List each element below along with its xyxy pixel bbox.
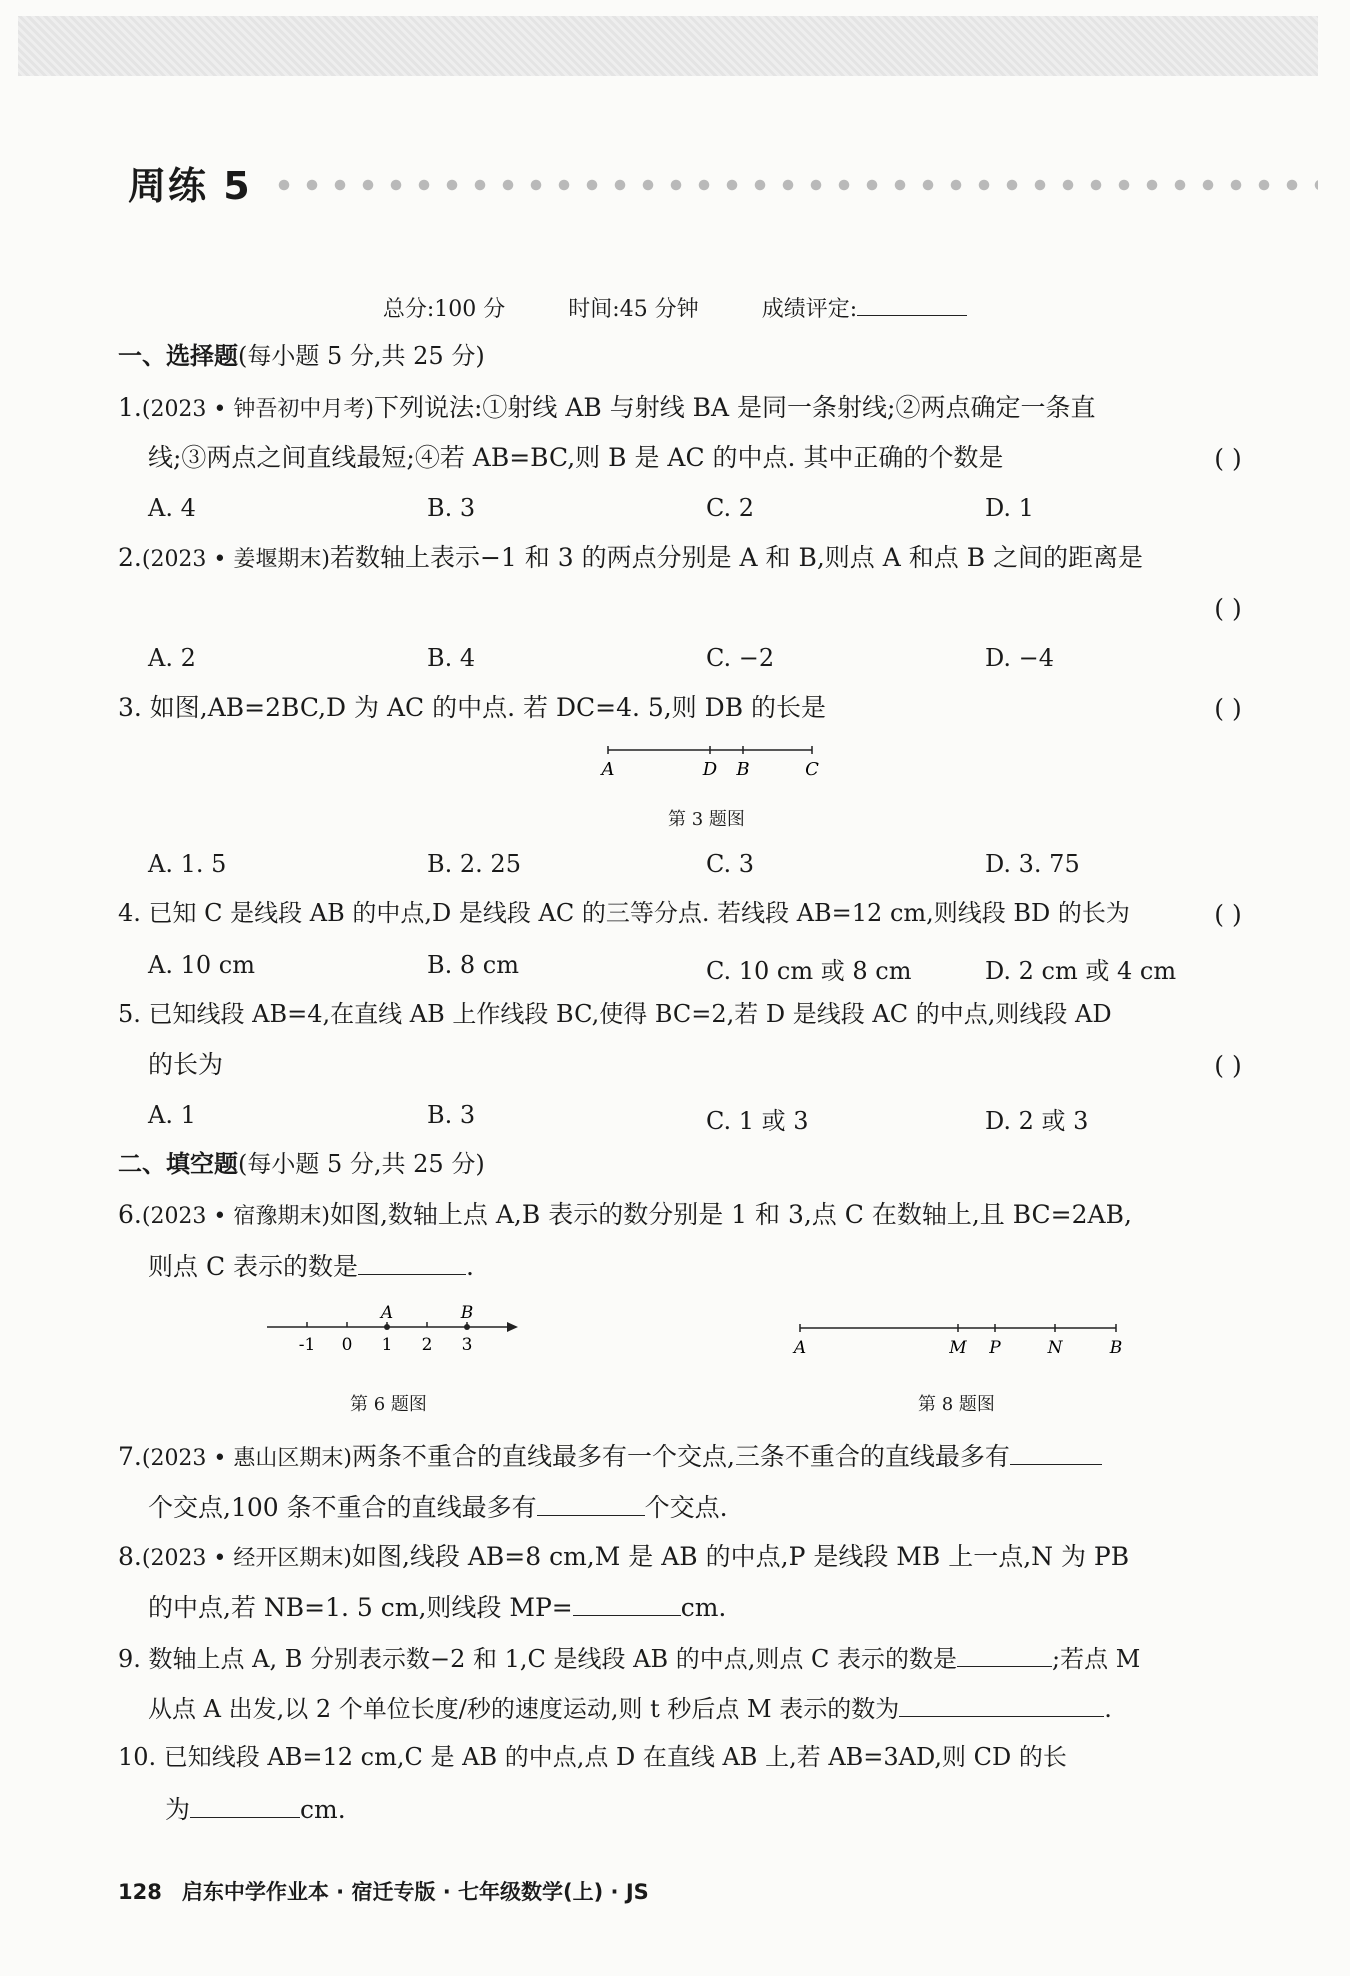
q10-line2: [165, 1795, 346, 1824]
q2-answer-paren[interactable]: ( ): [1214, 594, 1242, 623]
q8-line1: [118, 1543, 1129, 1571]
q8-figure-caption: 第 8 题图: [918, 1394, 995, 1415]
q3-figure: [590, 735, 830, 780]
q1-source: (2023 • 钟吾初中月考): [141, 397, 374, 422]
q5-option-b[interactable]: B. 3: [427, 1101, 476, 1129]
q3-label-d: D: [702, 759, 718, 780]
q7-source: (2023 • 惠山区期末): [141, 1446, 352, 1471]
q8-line2: [148, 1593, 726, 1622]
q2-num: 2.: [118, 543, 142, 572]
q7-line1: [118, 1442, 1102, 1471]
q10-line1: 10. 已知线段 AB=12 cm,C 是 AB 的中点,点 D 在直线 AB 上,若 AB=3AD,则 CD 的长: [118, 1743, 1067, 1771]
q4-option-c[interactable]: C. 10 cm 或 8 cm: [706, 957, 912, 985]
q5-option-c[interactable]: C. 1 或 3: [706, 1107, 809, 1135]
q6-source: (2023 • 宿豫期末): [141, 1204, 330, 1229]
q10-text2a: 为: [165, 1795, 191, 1824]
q3-option-d[interactable]: D. 3. 75: [985, 850, 1080, 878]
section-1-heading: [118, 343, 485, 369]
top-band: [18, 16, 1318, 76]
q6-point-b: [464, 1324, 470, 1330]
grade-blank[interactable]: [857, 295, 967, 316]
q8-answer-blank[interactable]: [573, 1593, 681, 1616]
q9-answer-blank-1[interactable]: [957, 1644, 1052, 1667]
section-1-title: 一、选择题: [118, 342, 238, 370]
q9-line2: [148, 1694, 1112, 1722]
section-2-note: (每小题 5 分,共 25 分): [238, 1150, 485, 1178]
q1-text1: 下列说法:①射线 AB 与射线 BA 是同一条射线;②两点确定一条直: [373, 393, 1096, 422]
q8-source: (2023 • 经开区期末): [141, 1546, 352, 1571]
q1-num: 1.: [118, 393, 142, 422]
score-info: [0, 292, 1350, 323]
q1-option-c[interactable]: C. 2: [706, 494, 755, 522]
title-row: [128, 155, 1318, 208]
q8-text2a: 的中点,若 NB=1. 5 cm,则线段 MP=: [148, 1593, 573, 1622]
q8-label-n: N: [1047, 1338, 1063, 1358]
q6-point-a: [384, 1324, 390, 1330]
grade-field: [762, 297, 967, 322]
grade-label: 成绩评定:: [761, 297, 858, 322]
q5-option-a[interactable]: A. 1: [148, 1101, 196, 1129]
q4-option-d[interactable]: D. 2 cm 或 4 cm: [985, 957, 1177, 985]
section-2-heading: [118, 1151, 485, 1177]
q1-option-b[interactable]: B. 3: [427, 494, 476, 522]
q6-text2b: .: [466, 1252, 474, 1281]
q9-text2a: 从点 A 出发,以 2 个单位长度/秒的速度运动,则 t 秒后点 M 表示的数为: [148, 1695, 900, 1723]
q3-line1: 3. 如图,AB=2BC,D 为 AC 的中点. 若 DC=4. 5,则 DB 的长是: [118, 693, 827, 722]
page-number: 128: [118, 1880, 162, 1904]
q4-option-b[interactable]: B. 8 cm: [427, 951, 519, 979]
page-title: 周练 5: [128, 164, 252, 208]
title-dots: [270, 179, 1318, 191]
q8-label-b: B: [1109, 1338, 1123, 1358]
q2-option-b[interactable]: B. 4: [427, 644, 476, 672]
q2-option-d[interactable]: D. −4: [985, 644, 1055, 672]
q9-text1b: ;若点 M: [1052, 1645, 1141, 1673]
time-limit: 时间:45 分钟: [568, 297, 699, 322]
section-1-note: (每小题 5 分,共 25 分): [238, 342, 485, 370]
q6-tick-label-2: 2: [421, 1335, 433, 1355]
q6-tick-label-1: 1: [381, 1335, 393, 1355]
q6-tick-label-m1: -1: [298, 1335, 316, 1355]
q8-figure: [790, 1318, 1130, 1360]
q2-text1: 若数轴上表示−1 和 3 的两点分别是 A 和 B,则点 A 和点 B 之间的距离是: [329, 543, 1144, 572]
q8-label-a: A: [793, 1338, 807, 1358]
q6-tick-label-3: 3: [461, 1335, 473, 1355]
q6-num: 6.: [118, 1200, 142, 1229]
q4-answer-paren[interactable]: ( ): [1214, 900, 1242, 929]
q1-answer-paren[interactable]: ( ): [1214, 444, 1242, 473]
q8-label-m: M: [949, 1338, 967, 1358]
q6-line1: [118, 1201, 1132, 1229]
q1-line1: [118, 394, 1095, 422]
q9-text1a: 9. 数轴上点 A, B 分别表示数−2 和 1,C 是线段 AB 的中点,则点 C 表示的数是: [118, 1645, 958, 1673]
q7-answer-blank-1[interactable]: [1010, 1442, 1102, 1465]
q7-num: 7.: [118, 1442, 142, 1471]
q7-text2b: 个交点.: [644, 1493, 728, 1522]
q3-label-b: B: [736, 759, 750, 780]
q3-option-b[interactable]: B. 2. 25: [427, 850, 521, 878]
q2-line1: [118, 544, 1143, 572]
q6-answer-blank[interactable]: [358, 1252, 466, 1275]
q8-text2b: cm.: [680, 1593, 727, 1622]
q9-line1: [118, 1644, 1140, 1672]
q1-line2: 线;③两点之间直线最短;④若 AB=BC,则 B 是 AC 的中点. 其中正确的个数是: [148, 443, 1004, 472]
q6-text2a: 则点 C 表示的数是: [148, 1252, 359, 1281]
q5-line2: 的长为: [148, 1050, 224, 1079]
q5-line1: 5. 已知线段 AB=4,在直线 AB 上作线段 BC,使得 BC=2,若 D 是线段 AC 的中点,则线段 AD: [118, 1000, 1112, 1028]
q4-option-a[interactable]: A. 10 cm: [148, 951, 255, 979]
q6-label-a: A: [380, 1303, 394, 1323]
q9-answer-blank-2[interactable]: [899, 1694, 1104, 1717]
q8-num: 8.: [118, 1542, 142, 1571]
q2-option-c[interactable]: C. −2: [706, 644, 775, 672]
q3-label-a: A: [601, 759, 615, 780]
q5-option-d[interactable]: D. 2 或 3: [985, 1107, 1089, 1135]
q6-text1: 如图,数轴上点 A,B 表示的数分别是 1 和 3,点 C 在数轴上,且 BC=2AB,: [329, 1200, 1132, 1229]
q2-source: (2023 • 姜堰期末): [141, 547, 330, 572]
total-score: 总分:100 分: [382, 297, 506, 322]
q10-answer-blank[interactable]: [190, 1795, 300, 1818]
section-2-title: 二、填空题: [118, 1150, 238, 1178]
q3-option-c[interactable]: C. 3: [706, 850, 755, 878]
q6-tick-label-0: 0: [341, 1335, 353, 1355]
q4-line1: 4. 已知 C 是线段 AB 的中点,D 是线段 AC 的三等分点. 若线段 AB=12 cm,则线段 BD 的长为: [118, 899, 1130, 927]
q6-axis-arrow: [507, 1322, 518, 1332]
q5-answer-paren[interactable]: ( ): [1214, 1051, 1242, 1080]
q7-answer-blank-2[interactable]: [537, 1493, 645, 1516]
q7-line2: [148, 1493, 728, 1522]
q3-option-a[interactable]: A. 1. 5: [148, 850, 227, 878]
q7-text1: 两条不重合的直线最多有一个交点,三条不重合的直线最多有: [351, 1442, 1010, 1471]
q3-label-c: C: [805, 759, 819, 780]
q6-label-b: B: [460, 1303, 474, 1323]
q1-option-a[interactable]: A. 4: [148, 494, 196, 522]
q6-line2: [148, 1252, 474, 1281]
q10-text2b: cm.: [300, 1795, 346, 1824]
page-footer: [118, 1876, 649, 1906]
q9-text2b: .: [1104, 1695, 1112, 1723]
q8-text1: 如图,线段 AB=8 cm,M 是 AB 的中点,P 是线段 MB 上一点,N 为 PB: [351, 1542, 1130, 1571]
q3-figure-caption: 第 3 题图: [668, 809, 745, 830]
q3-answer-paren[interactable]: ( ): [1214, 694, 1242, 723]
q1-option-d[interactable]: D. 1: [985, 494, 1034, 522]
q6-figure-caption: 第 6 题图: [350, 1394, 427, 1415]
q8-label-p: P: [989, 1338, 1001, 1358]
book-title: 启东中学作业本 · 宿迁专版 · 七年级数学(上) · JS: [181, 1880, 649, 1904]
q6-number-line: [262, 1300, 522, 1358]
q7-text2a: 个交点,100 条不重合的直线最多有: [148, 1493, 537, 1522]
q2-option-a[interactable]: A. 2: [148, 644, 196, 672]
